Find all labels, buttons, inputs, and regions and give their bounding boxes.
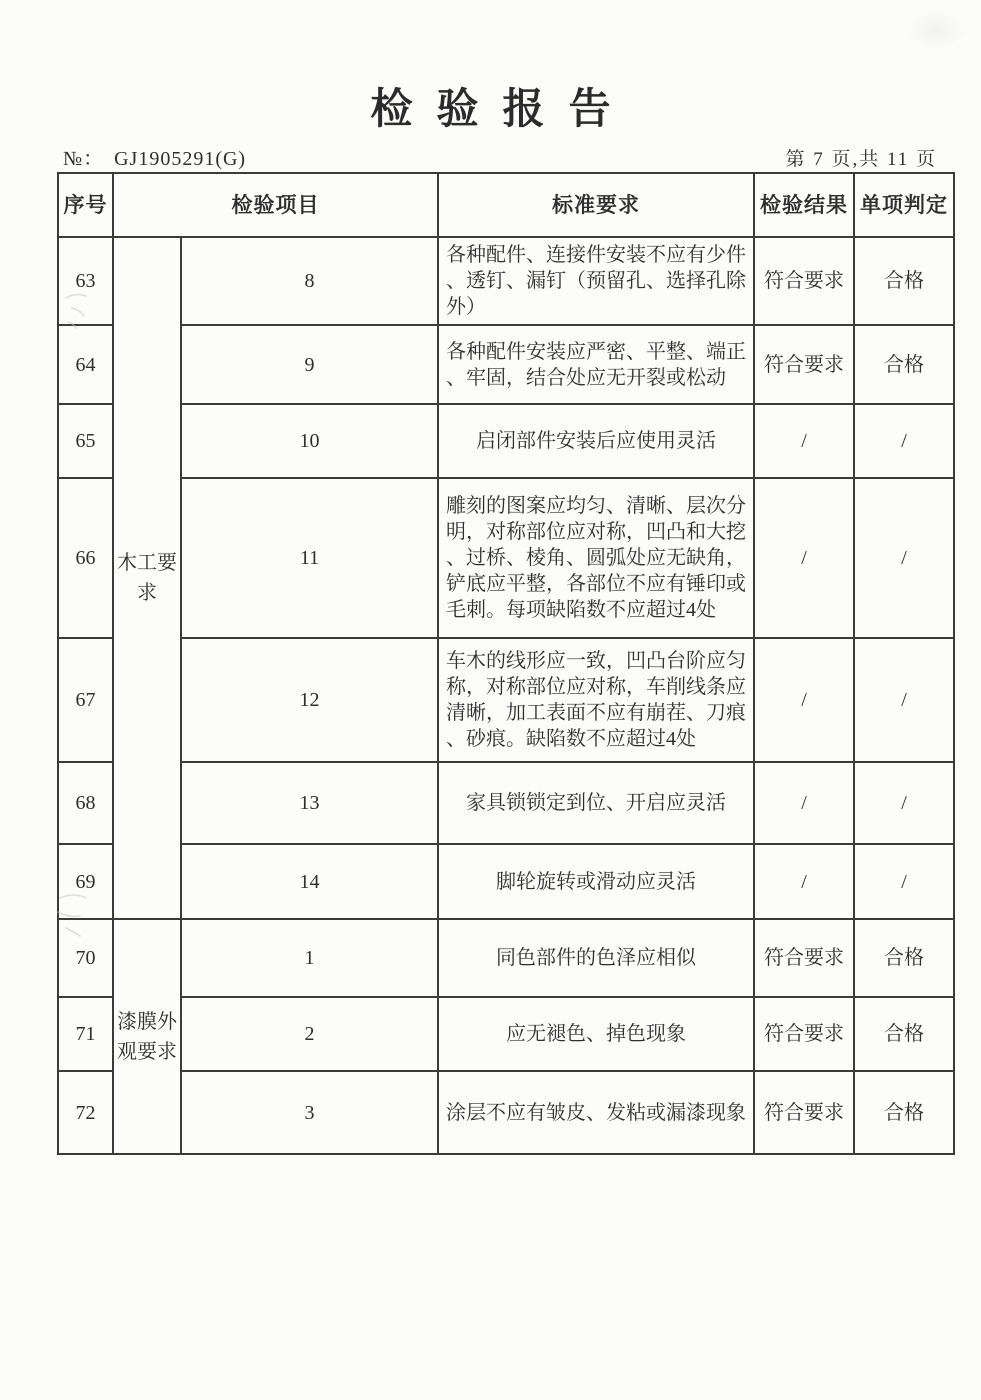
item-no-cell: 8: [181, 237, 438, 325]
item-no-cell: 3: [181, 1071, 438, 1154]
inspection-table: [57, 172, 955, 1155]
result-cell: /: [754, 638, 854, 762]
serial-cell: 66: [58, 478, 113, 638]
requirement-cell: 脚轮旋转或滑动应灵活: [438, 844, 754, 919]
table-row: [58, 997, 954, 1071]
requirement-cell: 雕刻的图案应均匀、清晰、层次分明，对称部位应对称，凹凸和大挖、过桥、棱角、圆弧处应无缺角，铲底应平整，各部位不应有锤印或毛刺。每项缺陷数不应超过4处: [438, 478, 754, 638]
scan-artifact: [891, 0, 981, 60]
item-no-cell: 13: [181, 762, 438, 844]
judgment-cell: /: [854, 638, 954, 762]
page-indicator: 第 7 页,共 11 页: [785, 149, 937, 170]
result-cell: /: [754, 404, 854, 478]
serial-cell: 72: [58, 1071, 113, 1154]
column-header-serial: 序号: [58, 173, 113, 237]
result-cell: 符合要求: [754, 325, 854, 404]
item-no-cell: 11: [181, 478, 438, 638]
requirement-cell: 各种配件安装应严密、平整、端正、牢固，结合处应无开裂或松动: [438, 325, 754, 404]
judgment-cell: 合格: [854, 997, 954, 1071]
result-cell: /: [754, 762, 854, 844]
column-header-inspection-result: 检验结果: [754, 173, 854, 237]
table-row: [58, 844, 954, 919]
meta-row: [63, 142, 937, 170]
table-row: [58, 325, 954, 404]
result-cell: /: [754, 478, 854, 638]
page-title: 检验报告: [370, 87, 635, 133]
requirement-cell: 启闭部件安装后应使用灵活: [438, 404, 754, 478]
result-cell: 符合要求: [754, 919, 854, 997]
requirement-cell: 涂层不应有皱皮、发粘或漏漆现象: [438, 1071, 754, 1154]
column-header-inspection-item: 检验项目: [113, 173, 438, 237]
judgment-cell: /: [854, 762, 954, 844]
report-number-value: GJ1905291(G): [114, 148, 247, 170]
table-header-row: [58, 173, 954, 237]
judgment-cell: 合格: [854, 1071, 954, 1154]
requirement-cell: 家具锁锁定到位、开启应灵活: [438, 762, 754, 844]
group-cell-woodwork: 木工要求: [113, 237, 181, 919]
item-no-cell: 12: [181, 638, 438, 762]
table-row: [58, 404, 954, 478]
table-row: [58, 478, 954, 638]
table-row: [58, 1071, 954, 1154]
judgment-cell: 合格: [854, 919, 954, 997]
serial-cell: 69: [58, 844, 113, 919]
serial-cell: 71: [58, 997, 113, 1071]
item-no-cell: 14: [181, 844, 438, 919]
requirement-cell: 各种配件、连接件安装不应有少件、透钉、漏钉（预留孔、选择孔除外）: [438, 237, 754, 325]
table-row: [58, 919, 954, 997]
item-no-cell: 9: [181, 325, 438, 404]
column-header-standard-requirement: 标准要求: [438, 173, 754, 237]
judgment-cell: 合格: [854, 325, 954, 404]
table-row: [58, 237, 954, 325]
serial-cell: 63: [58, 237, 113, 325]
judgment-cell: 合格: [854, 237, 954, 325]
result-cell: /: [754, 844, 854, 919]
result-cell: 符合要求: [754, 997, 854, 1071]
result-cell: 符合要求: [754, 1071, 854, 1154]
result-cell: 符合要求: [754, 237, 854, 325]
table-row: [58, 638, 954, 762]
item-no-cell: 1: [181, 919, 438, 997]
judgment-cell: /: [854, 844, 954, 919]
serial-cell: 70: [58, 919, 113, 997]
serial-cell: 68: [58, 762, 113, 844]
serial-cell: 65: [58, 404, 113, 478]
column-header-item-judgment: 单项判定: [854, 173, 954, 237]
table-row: [58, 762, 954, 844]
group-cell-paint-film: 漆膜外观要求: [113, 919, 181, 1154]
item-no-cell: 2: [181, 997, 438, 1071]
report-number: [63, 142, 246, 171]
serial-cell: 64: [58, 325, 113, 404]
judgment-cell: /: [854, 478, 954, 638]
requirement-cell: 应无褪色、掉色现象: [438, 997, 754, 1071]
report-number-label: №：: [63, 148, 105, 170]
item-no-cell: 10: [181, 404, 438, 478]
judgment-cell: /: [854, 404, 954, 478]
requirement-cell: 车木的线形应一致，凹凸台阶应匀称，对称部位应对称，车削线条应清晰，加工表面不应有崩茬、刀痕、砂痕。缺陷数不应超过4处: [438, 638, 754, 762]
requirement-cell: 同色部件的色泽应相似: [438, 919, 754, 997]
serial-cell: 67: [58, 638, 113, 762]
